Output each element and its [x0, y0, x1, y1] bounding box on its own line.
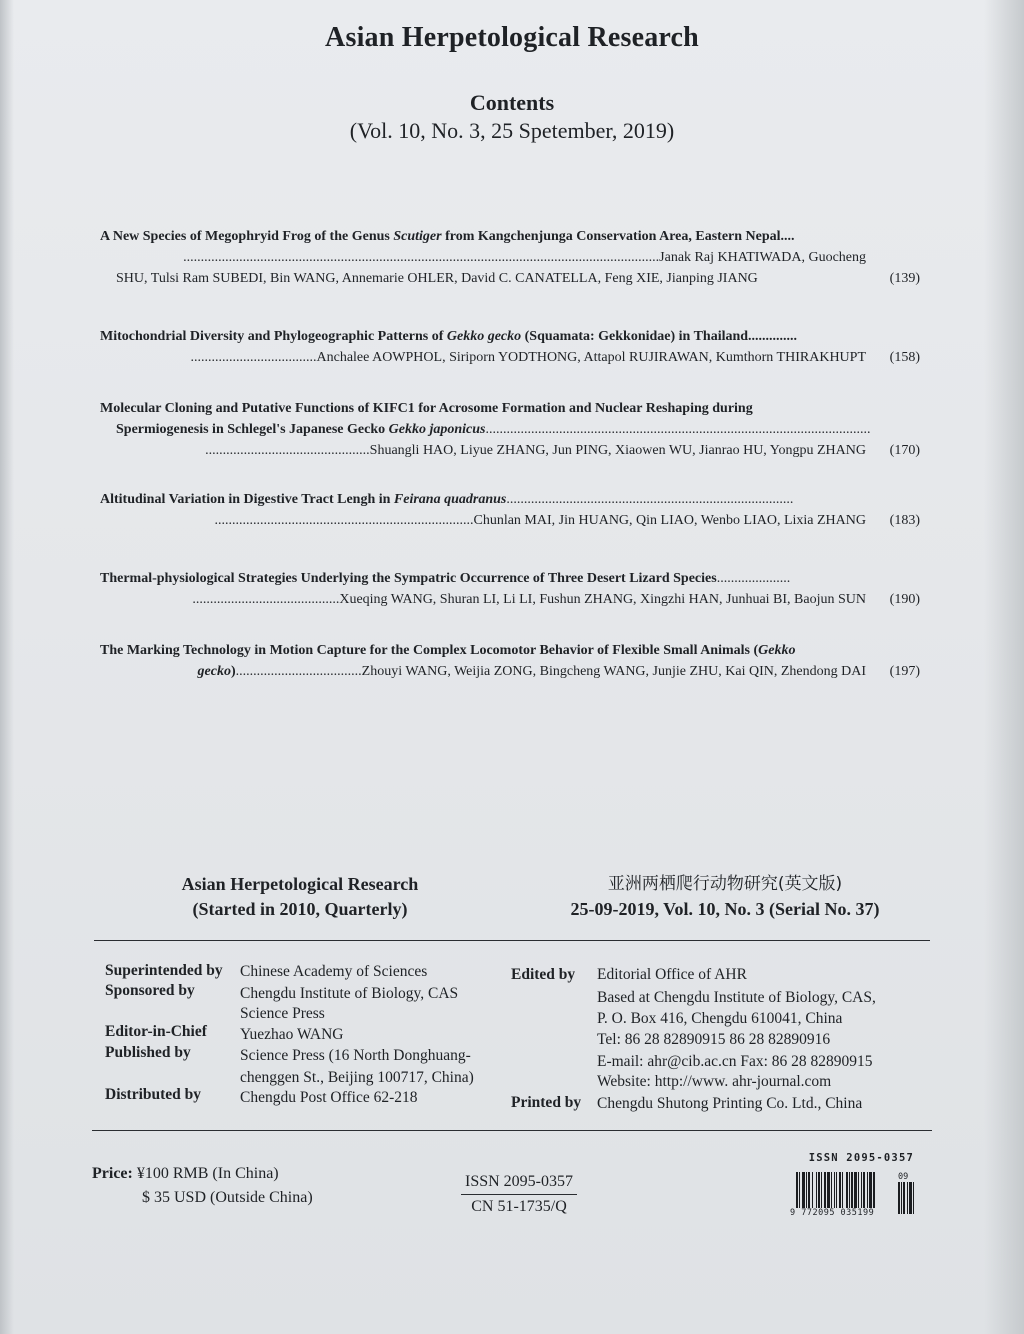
toc-entry-title-cont: Spermiogenesis in Schlegel's Japanese Gecko Gekko japonicus.............................................................................................................. — [116, 422, 871, 437]
toc-entry-title: A New Species of Megophryid Frog of the Genus Scutiger from Kangchenjunga Conservation Area, Eastern Nepal.... — [100, 229, 795, 244]
issue-line: (Vol. 10, No. 3, 25 Spetember, 2019) — [349, 118, 675, 143]
toc-entry-title: Mitochondrial Diversity and Phylogeographic Patterns of Gekko gecko (Squamata: Gekkonidae) in Thailand.............. — [100, 329, 798, 344]
divider-rule-top — [94, 940, 930, 941]
toc-entry-authors: ........................................................................................................................................Janak Raj KHATIWADA, Guocheng — [183, 250, 866, 265]
divider-rule-bottom — [92, 1130, 932, 1131]
toc-entry-page: (170) — [889, 443, 920, 458]
barcode-addon: 09 — [898, 1172, 909, 1182]
chinese-journal-title: 亚洲两栖爬行动物研究(英文版) — [607, 874, 843, 894]
barcode — [788, 1152, 928, 1222]
imprint-issue-info — [520, 872, 930, 922]
publication-info: Superintended by Chinese Academy of Sciences Sponsored by Chengdu Institute of Biology, CAS Science Press Editor-in-Chief Yuezhao WANG Published by Science Press (16 North Donghuang- chenggen St., Beijing 100717, China) Distributed by Chengdu Post Office 62-218 Edited by Editorial Office of AHR Based at Chengdu Institute of Biology, CAS, P. O. Box 416, Chengdu 610041, China Tel: 86 28 82890915 86 28 82890916 E-mail: ahr@cib.ac.cn Fax: 86 28 82890915 Website: http://www. ahr-journal.com Printed by Chengdu Shutong Printing Co. Ltd., China — [105, 962, 876, 1112]
toc-entry-158 — [100, 326, 920, 368]
toc-entry-197 — [100, 640, 920, 682]
price-info: Price: ¥100 RMB (In China) $ 35 USD (Outside China) — [92, 1165, 313, 1206]
toc-entry-authors: ....................................Anchalee AOWPHOL, Siriporn YODTHONG, Attapol RUJIRAWAN, Kumthorn THIRAKHUPT — [190, 350, 866, 365]
toc-entry-authors: gecko)....................................Zhouyi WANG, Weijia ZONG, Bingcheng WANG, Junjie ZHU, Kai QIN, Zhendong DAI — [197, 664, 866, 679]
toc-entry-authors-cont: SHU, Tulsi Ram SUBEDI, Bin WANG, Annemarie OHLER, David C. CANATELLA, Feng XIE, Jianping JIANG — [116, 271, 758, 286]
barcode-issn-label: ISSN 2095-0357 — [808, 1152, 914, 1164]
toc-entry-title: Molecular Cloning and Putative Functions of KIFC1 for Acrosome Formation and Nuclear Reshaping during — [100, 401, 753, 416]
toc-entry-title: The Marking Technology in Motion Capture for the Complex Locomotor Behavior of Flexible Small Animals (Gekko — [100, 643, 796, 658]
toc-entry-title: Thermal-physiological Strategies Underlying the Sympatric Occurrence of Three Desert Lizard Species..................... — [100, 571, 791, 586]
toc-entry-title: Altitudinal Variation in Digestive Tract Lengh in Feirana quadranus.................................................................................. — [100, 492, 794, 507]
imprint-journal-name: Asian Herpetological Research (Started in 2010, Quarterly) — [181, 874, 419, 919]
toc-entry-page: (139) — [889, 271, 920, 286]
paper-edge-shadow-right — [984, 0, 1024, 1334]
toc-entry-page: (197) — [889, 664, 920, 679]
toc-entry-authors: ...............................................Shuangli HAO, Liyue ZHANG, Jun PING, Xiaowen WU, Jianrao HU, Yongpu ZHANG — [205, 443, 866, 458]
paper-edge-shadow-left — [0, 0, 14, 1334]
toc-entry-170 — [100, 398, 920, 461]
toc-entry-page: (183) — [889, 513, 920, 528]
toc-entry-139 — [100, 226, 920, 289]
toc-entry-183 — [100, 489, 920, 531]
issn-cn-numbers: ISSN 2095-0357 CN 51-1735/Q — [455, 1172, 583, 1217]
serial-issue-line: 25-09-2019, Vol. 10, No. 3 (Serial No. 37) — [570, 899, 880, 919]
contents-heading: Contents — [469, 90, 555, 115]
toc-entry-authors: ..........................................................................Chunlan MAI, Jin HUANG, Qin LIAO, Wenbo LIAO, Lixia ZHANG — [214, 513, 866, 528]
journal-title: Asian Herpetological Research — [325, 22, 699, 53]
toc-entry-page: (158) — [889, 350, 920, 365]
barcode-digits: 9 772095 035199 — [790, 1208, 875, 1218]
toc-entry-authors: ..........................................Xueqing WANG, Shuran LI, Li LI, Fushun ZHANG, Xingzhi HAN, Junhuai BI, Baojun SUN — [192, 592, 866, 607]
toc-entry-page: (190) — [889, 592, 920, 607]
toc-entry-190 — [100, 568, 920, 610]
